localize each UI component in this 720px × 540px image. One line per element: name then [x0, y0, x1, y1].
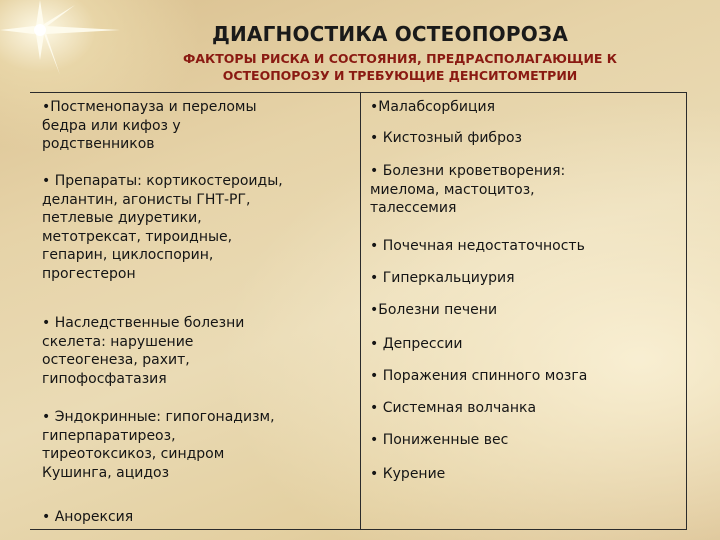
list-item: • Депрессии	[370, 336, 463, 352]
list-item: • Курение	[370, 466, 446, 482]
list-item: •Болезни печени	[370, 302, 498, 318]
list-item: • Пониженные вес	[370, 432, 509, 448]
list-item: • Эндокринные: гипогонадизм, гиперпаратиреоз, тиреотоксикоз, синдром Кушинга, ацидоз	[42, 409, 275, 481]
slide-subtitle: ФАКТОРЫ РИСКА И СОСТОЯНИЯ, ПРЕДРАСПОЛАГАЮЩИЕ К ОСТЕОПОРОЗУ И ТРЕБУЮЩИЕ ДЕНСИТОМЕТРИИ	[182, 51, 618, 83]
list-item: • Системная волчанка	[370, 400, 537, 416]
risk-factors-table	[30, 92, 687, 530]
list-item: • Гиперкальциурия	[370, 270, 515, 286]
slide-title: ДИАГНОСТИКА ОСТЕОПОРОЗА	[211, 22, 569, 46]
list-item: • Кистозный фиброз	[370, 130, 522, 146]
list-item: • Наследственные болезни скелета: нарушение остеогенеза, рахит, гипофосфатазия	[42, 315, 245, 387]
list-item: •Малабсорбиция	[370, 99, 496, 115]
column-divider	[360, 93, 361, 529]
list-item: • Поражения спинного мозга	[370, 368, 588, 384]
list-item: • Почечная недостаточность	[370, 238, 585, 254]
list-item: • Болезни кроветворения: миелома, мастоцитоз, талессемия	[370, 163, 566, 216]
list-item: • Препараты: кортикостероиды, делантин, агонисты ГНТ-РГ, петлевые диуретики, метотрексат, тироидные, гепарин, циклоспорин, прогестерон	[42, 173, 283, 282]
list-item: •Постменопауза и переломы бедра или кифоз у родственников	[42, 99, 257, 152]
list-item: • Анорексия	[42, 509, 134, 525]
